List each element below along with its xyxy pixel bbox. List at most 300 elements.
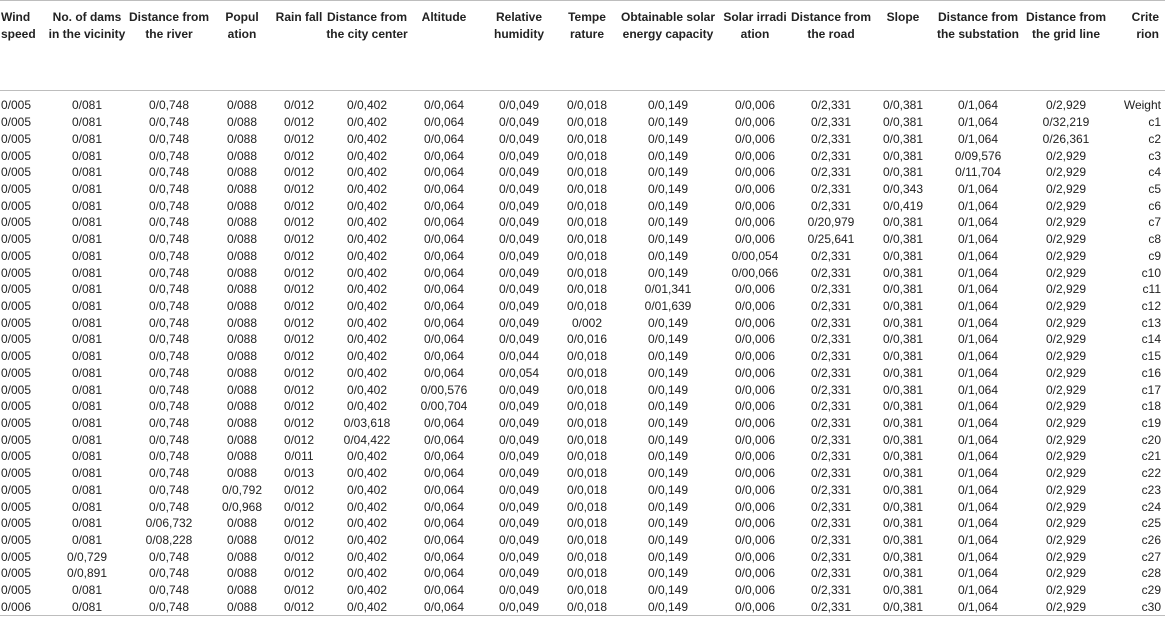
value-cell: 0/0,064 — [423, 449, 465, 464]
value-cell: 0/0,381 — [882, 165, 924, 180]
value-cell: 0/06,732 — [145, 516, 193, 531]
value-cell: 0/0,748 — [148, 365, 190, 380]
value-cell: 0/012 — [283, 482, 315, 497]
value-cell: 0/0,018 — [558, 599, 616, 616]
value-cell: 0/0,064 — [423, 232, 465, 247]
value-cell: 0/0,006 — [734, 399, 776, 414]
value-cell: 0/088 — [226, 566, 258, 581]
table-row — [0, 482, 1165, 499]
value-cell: 0/2,331 — [810, 549, 852, 564]
table-row — [0, 548, 1165, 565]
value-cell: 0/2,331 — [810, 449, 852, 464]
value-cell: 0/0,381 — [882, 232, 924, 247]
value-cell: 0/2,929 — [1045, 466, 1087, 481]
value-cell: 0/2,929 — [1045, 198, 1087, 213]
value-cell: 0/005 — [1, 432, 32, 447]
value-cell: 0/1,064 — [957, 449, 999, 464]
criterion-cell: c24 — [1141, 499, 1161, 514]
value-cell: 0/0,006 — [734, 215, 776, 230]
value-cell: 0/088 — [226, 215, 258, 230]
value-cell: 0/088 — [226, 533, 258, 548]
value-cell: 0/012 — [283, 549, 315, 564]
value-cell: 0/0,402 — [346, 449, 388, 464]
value-cell: 0/081 — [71, 248, 103, 263]
value-cell: 0/088 — [226, 432, 258, 447]
value-cell: 0/0,748 — [126, 599, 212, 616]
value-cell: 0/0,729 — [66, 549, 108, 564]
value-cell: 0/2,929 — [1045, 165, 1087, 180]
column-header: Distance from the grid line — [1025, 10, 1107, 41]
value-cell: 0/0,064 — [423, 148, 465, 163]
value-cell: 0/005 — [1, 298, 32, 313]
value-cell: 0/0,006 — [734, 466, 776, 481]
value-cell: 0/0,381 — [882, 315, 924, 330]
value-cell: 0/0,149 — [647, 365, 689, 380]
value-cell: 0/2,331 — [810, 115, 852, 130]
value-cell: 0/0,006 — [734, 516, 776, 531]
header-row — [0, 1, 1165, 91]
table-row — [0, 264, 1165, 281]
value-cell: 0/012 — [283, 298, 315, 313]
value-cell: 0/0,006 — [734, 282, 776, 297]
value-cell: 0/2,929 — [1045, 181, 1087, 196]
value-cell: 0/0,018 — [566, 232, 608, 247]
value-cell: 0/1,064 — [957, 248, 999, 263]
value-cell: 0/088 — [226, 449, 258, 464]
value-cell: 0/0,064 — [423, 332, 465, 347]
value-cell: 0/0,381 — [882, 265, 924, 280]
value-cell: 0/081 — [71, 198, 103, 213]
value-cell: 0/081 — [71, 466, 103, 481]
value-cell: 0/0,049 — [498, 181, 540, 196]
value-cell: 0/1,064 — [957, 549, 999, 564]
value-cell: 0/0,049 — [498, 516, 540, 531]
value-cell: 0/088 — [212, 599, 272, 616]
value-cell: 0/0,402 — [346, 232, 388, 247]
value-cell: 0/0,018 — [566, 449, 608, 464]
value-cell: 0/0,149 — [647, 432, 689, 447]
value-cell: 0/012 — [283, 181, 315, 196]
table-row — [0, 331, 1165, 348]
value-cell: 0/0,381 — [882, 298, 924, 313]
criterion-cell: c22 — [1141, 466, 1161, 481]
value-cell: 0/0,018 — [566, 583, 608, 598]
value-cell: 0/0,064 — [423, 115, 465, 130]
value-cell: 0/081 — [71, 382, 103, 397]
table-row — [0, 348, 1165, 365]
value-cell: 0/0,064 — [423, 315, 465, 330]
value-cell: 0/0,018 — [566, 416, 608, 431]
column-header: Distance from the city center — [326, 10, 408, 41]
value-cell: 0/0,381 — [882, 516, 924, 531]
value-cell: 0/2,929 — [1045, 298, 1087, 313]
criterion-cell: c23 — [1141, 482, 1161, 497]
value-cell: 0/081 — [71, 131, 103, 146]
value-cell: 0/0,381 — [882, 416, 924, 431]
value-cell: 0/26,361 — [1042, 131, 1090, 146]
value-cell: 0/0,419 — [882, 198, 924, 213]
value-cell: 0/081 — [71, 349, 103, 364]
value-cell: 0/005 — [1, 232, 32, 247]
value-cell: 0/0,402 — [346, 516, 388, 531]
value-cell: 0/006 — [0, 599, 48, 616]
criterion-cell: c9 — [1148, 248, 1161, 263]
value-cell: 0/2,929 — [1045, 583, 1087, 598]
value-cell: 0/005 — [1, 98, 32, 113]
value-cell: 0/012 — [283, 248, 315, 263]
value-cell: 0/012 — [283, 583, 315, 598]
value-cell: 0/012 — [283, 315, 315, 330]
table-header — [0, 1, 1165, 91]
value-cell: 0/2,331 — [810, 516, 852, 531]
value-cell: 0/012 — [283, 265, 315, 280]
value-cell: 0/0,402 — [346, 382, 388, 397]
value-cell: 0/081 — [71, 181, 103, 196]
value-cell: 0/2,929 — [1045, 365, 1087, 380]
value-cell: 0/2,929 — [1045, 315, 1087, 330]
value-cell: 0/2,929 — [1022, 599, 1110, 616]
value-cell: 0/005 — [1, 399, 32, 414]
criterion-cell: c19 — [1141, 416, 1161, 431]
table-row — [0, 314, 1165, 331]
column-header: Slope — [886, 10, 920, 24]
value-cell: 0/1,064 — [957, 399, 999, 414]
value-cell: 0/0,402 — [346, 482, 388, 497]
value-cell: 0/0,748 — [148, 432, 190, 447]
value-cell: 0/0,049 — [498, 566, 540, 581]
value-cell: 0/012 — [283, 148, 315, 163]
value-cell: 0/081 — [71, 232, 103, 247]
value-cell: 0/0,402 — [346, 349, 388, 364]
value-cell: 0/012 — [283, 115, 315, 130]
value-cell: 0/0,381 — [882, 215, 924, 230]
value-cell: 0/0,049 — [498, 131, 540, 146]
value-cell: 0/2,331 — [810, 533, 852, 548]
value-cell: 0/005 — [1, 449, 32, 464]
criterion-cell: c12 — [1141, 298, 1161, 313]
criterion-cell: c1 — [1148, 115, 1161, 130]
value-cell: 0/0,149 — [647, 248, 689, 263]
value-cell: 0/0,049 — [498, 215, 540, 230]
value-cell: 0/0,149 — [647, 148, 689, 163]
criterion-cell: c17 — [1141, 382, 1161, 397]
value-cell: 0/0,064 — [423, 516, 465, 531]
value-cell: 0/0,402 — [346, 298, 388, 313]
value-cell: 0/0,018 — [566, 499, 608, 514]
value-cell: 0/0,748 — [148, 165, 190, 180]
criterion-cell: c15 — [1141, 349, 1161, 364]
column-header: Relative humidity — [494, 10, 544, 41]
value-cell: 0/0,402 — [346, 215, 388, 230]
value-cell: 0/2,331 — [810, 282, 852, 297]
value-cell: 0/088 — [226, 115, 258, 130]
value-cell: 0/0,006 — [734, 165, 776, 180]
value-cell: 0/0,018 — [566, 365, 608, 380]
value-cell: 0/0,402 — [346, 148, 388, 163]
value-cell: 0/0,402 — [346, 566, 388, 581]
value-cell: 0/0,018 — [566, 432, 608, 447]
value-cell: 0/0,054 — [498, 365, 540, 380]
value-cell: 0/0,381 — [882, 449, 924, 464]
value-cell: 0/0,064 — [423, 165, 465, 180]
value-cell: 0/0,381 — [882, 248, 924, 263]
value-cell: 0/03,618 — [343, 416, 391, 431]
value-cell: 0/0,006 — [734, 298, 776, 313]
value-cell: 0/0,044 — [498, 349, 540, 364]
value-cell: 0/012 — [283, 365, 315, 380]
value-cell: 0/32,219 — [1042, 115, 1090, 130]
value-cell: 0/081 — [71, 432, 103, 447]
value-cell: 0/081 — [71, 332, 103, 347]
value-cell: 0/081 — [48, 599, 126, 616]
value-cell: 0/1,064 — [957, 566, 999, 581]
value-cell: 0/0,402 — [346, 332, 388, 347]
criterion-cell: c2 — [1148, 131, 1161, 146]
value-cell: 0/0,064 — [423, 499, 465, 514]
value-cell: 0/081 — [71, 449, 103, 464]
criterion-cell: c29 — [1141, 583, 1161, 598]
value-cell: 0/0,149 — [647, 332, 689, 347]
value-cell: 0/2,929 — [1045, 282, 1087, 297]
value-cell: 0/0,049 — [498, 232, 540, 247]
value-cell: 0/081 — [71, 482, 103, 497]
value-cell: 0/1,064 — [957, 315, 999, 330]
value-cell: 0/0,049 — [480, 599, 558, 616]
value-cell: 0/0,748 — [148, 232, 190, 247]
value-cell: 0/0,064 — [423, 566, 465, 581]
table-row — [0, 448, 1165, 465]
table-row — [0, 247, 1165, 264]
table-row — [0, 415, 1165, 432]
value-cell: 0/00,576 — [420, 382, 468, 397]
value-cell: 0/2,331 — [810, 399, 852, 414]
value-cell: 0/005 — [1, 382, 32, 397]
value-cell: 0/081 — [71, 98, 103, 113]
value-cell: 0/0,064 — [423, 181, 465, 196]
value-cell: 0/0,149 — [647, 265, 689, 280]
value-cell: 0/013 — [283, 466, 315, 481]
value-cell: 0/005 — [1, 181, 32, 196]
value-cell: 0/012 — [283, 566, 315, 581]
value-cell: 0/0,049 — [498, 549, 540, 564]
criterion-cell: c6 — [1148, 198, 1161, 213]
table-row — [0, 164, 1165, 181]
value-cell: 0/09,576 — [954, 148, 1002, 163]
value-cell: 0/0,748 — [148, 482, 190, 497]
criterion-cell: c21 — [1141, 449, 1161, 464]
value-cell: 0/0,018 — [566, 98, 608, 113]
column-header: Rain fall — [275, 10, 323, 24]
value-cell: 0/0,006 — [734, 416, 776, 431]
value-cell: 0/2,331 — [810, 416, 852, 431]
value-cell: 0/04,422 — [343, 432, 391, 447]
value-cell: 0/0,018 — [566, 298, 608, 313]
value-cell: 0/0,381 — [882, 583, 924, 598]
value-cell: 0/088 — [226, 148, 258, 163]
value-cell: 0/0,064 — [423, 549, 465, 564]
value-cell: 0/0,049 — [498, 282, 540, 297]
value-cell: 0/012 — [283, 98, 315, 113]
value-cell: 0/2,331 — [810, 499, 852, 514]
value-cell: 0/0,381 — [882, 399, 924, 414]
value-cell: 0/0,381 — [882, 432, 924, 447]
value-cell: 0/0,049 — [498, 332, 540, 347]
value-cell: 0/0,402 — [346, 549, 388, 564]
value-cell: 0/012 — [283, 282, 315, 297]
value-cell: 0/0,006 — [734, 432, 776, 447]
value-cell: 0/0,748 — [148, 583, 190, 598]
value-cell: 0/012 — [283, 131, 315, 146]
value-cell: 0/2,929 — [1045, 516, 1087, 531]
table-row — [0, 130, 1165, 147]
value-cell: 0/0,149 — [647, 181, 689, 196]
value-cell: 0/0,968 — [221, 499, 263, 514]
value-cell: 0/2,331 — [810, 382, 852, 397]
value-cell: 0/0,064 — [423, 466, 465, 481]
value-cell: 0/012 — [283, 382, 315, 397]
value-cell: 0/0,381 — [882, 466, 924, 481]
value-cell: 0/0,149 — [647, 416, 689, 431]
value-cell: 0/2,929 — [1045, 215, 1087, 230]
column-header: Obtainable solar energy capacity — [620, 10, 716, 41]
value-cell: 0/012 — [283, 215, 315, 230]
value-cell: 0/0,149 — [647, 399, 689, 414]
value-cell: 0/005 — [1, 365, 32, 380]
criterion-cell: c18 — [1141, 399, 1161, 414]
value-cell: 0/005 — [1, 516, 32, 531]
value-cell: 0/0,402 — [346, 131, 388, 146]
value-cell: 0/2,929 — [1045, 432, 1087, 447]
value-cell: 0/08,228 — [145, 533, 193, 548]
value-cell: 0/0,049 — [498, 583, 540, 598]
table-row — [0, 298, 1165, 315]
value-cell: 0/0,064 — [423, 265, 465, 280]
value-cell: 0/081 — [71, 165, 103, 180]
value-cell: 0/088 — [226, 399, 258, 414]
value-cell: 0/005 — [1, 215, 32, 230]
value-cell: 0/002 — [571, 315, 603, 330]
value-cell: 0/0,049 — [498, 533, 540, 548]
column-header: Crite rion — [1131, 10, 1159, 41]
value-cell: 0/2,929 — [1045, 566, 1087, 581]
value-cell: 0/0,748 — [148, 215, 190, 230]
value-cell: 0/088 — [226, 349, 258, 364]
value-cell: 0/0,381 — [882, 282, 924, 297]
table-row — [0, 365, 1165, 382]
value-cell: 0/0,149 — [647, 131, 689, 146]
value-cell: 0/1,064 — [957, 349, 999, 364]
value-cell: 0/0,006 — [734, 148, 776, 163]
value-cell: 0/0,748 — [148, 466, 190, 481]
value-cell: 0/0,006 — [734, 349, 776, 364]
value-cell: 0/005 — [1, 332, 32, 347]
value-cell: 0/0,381 — [882, 549, 924, 564]
value-cell: 0/0,018 — [566, 181, 608, 196]
value-cell: 0/0,006 — [734, 365, 776, 380]
value-cell: 0/20,979 — [807, 215, 855, 230]
value-cell: 0/0,149 — [647, 98, 689, 113]
value-cell: 0/0,018 — [566, 215, 608, 230]
value-cell: 0/012 — [283, 349, 315, 364]
criterion-cell: c25 — [1141, 516, 1161, 531]
value-cell: 0/0,064 — [423, 533, 465, 548]
value-cell: 0/2,929 — [1045, 265, 1087, 280]
value-cell: 0/081 — [71, 365, 103, 380]
value-cell: 0/0,064 — [423, 98, 465, 113]
value-cell: 0/2,331 — [810, 181, 852, 196]
value-cell: 0/081 — [71, 148, 103, 163]
value-cell: 0/0,018 — [566, 115, 608, 130]
value-cell: 0/0,792 — [221, 482, 263, 497]
value-cell: 0/2,331 — [810, 466, 852, 481]
column-header: No. of dams in the vicinity — [48, 10, 126, 41]
value-cell: 0/1,064 — [934, 599, 1022, 616]
value-cell: 0/2,929 — [1045, 499, 1087, 514]
criterion-cell: c7 — [1148, 215, 1161, 230]
column-header: Popul ation — [225, 10, 259, 41]
value-cell: 0/012 — [283, 432, 315, 447]
criterion-cell: c30 — [1110, 599, 1165, 616]
value-cell: 0/0,748 — [148, 248, 190, 263]
value-cell: 0/1,064 — [957, 232, 999, 247]
value-cell: 0/005 — [1, 549, 32, 564]
value-cell: 0/2,331 — [810, 265, 852, 280]
value-cell: 0/0,149 — [616, 599, 720, 616]
value-cell: 0/0,149 — [647, 349, 689, 364]
table-row — [0, 515, 1165, 532]
value-cell: 0/0,018 — [566, 282, 608, 297]
value-cell: 0/088 — [226, 382, 258, 397]
value-cell: 0/2,331 — [810, 198, 852, 213]
value-cell: 0/2,331 — [810, 566, 852, 581]
value-cell: 0/088 — [226, 332, 258, 347]
value-cell: 0/0,149 — [647, 583, 689, 598]
value-cell: 0/2,929 — [1045, 232, 1087, 247]
column-header: Distance from the river — [128, 10, 210, 41]
value-cell: 0/1,064 — [957, 416, 999, 431]
value-cell: 0/1,064 — [957, 466, 999, 481]
value-cell: 0/2,331 — [810, 349, 852, 364]
value-cell: 0/0,049 — [498, 165, 540, 180]
value-cell: 0/005 — [1, 499, 32, 514]
value-cell: 0/0,149 — [647, 533, 689, 548]
value-cell: 0/2,929 — [1045, 449, 1087, 464]
value-cell: 0/0,006 — [734, 566, 776, 581]
value-cell: 0/0,149 — [647, 382, 689, 397]
value-cell: 0/0,748 — [148, 449, 190, 464]
value-cell: 0/0,149 — [647, 566, 689, 581]
value-cell: 0/1,064 — [957, 499, 999, 514]
criterion-cell: c8 — [1148, 232, 1161, 247]
value-cell: 0/0,748 — [148, 298, 190, 313]
value-cell: 0/0,149 — [647, 449, 689, 464]
value-cell: 0/005 — [1, 583, 32, 598]
value-cell: 0/0,402 — [346, 165, 388, 180]
value-cell: 0/088 — [226, 315, 258, 330]
value-cell: 0/2,331 — [810, 332, 852, 347]
value-cell: 0/0,149 — [647, 215, 689, 230]
value-cell: 0/1,064 — [957, 432, 999, 447]
value-cell: 0/0,064 — [423, 198, 465, 213]
value-cell: 0/0,049 — [498, 148, 540, 163]
value-cell: 0/081 — [71, 533, 103, 548]
value-cell: 0/0,006 — [734, 499, 776, 514]
value-cell: 0/25,641 — [807, 232, 855, 247]
value-cell: 0/0,006 — [734, 449, 776, 464]
value-cell: 0/1,064 — [957, 298, 999, 313]
criterion-cell: c5 — [1148, 181, 1161, 196]
value-cell: 0/088 — [226, 282, 258, 297]
